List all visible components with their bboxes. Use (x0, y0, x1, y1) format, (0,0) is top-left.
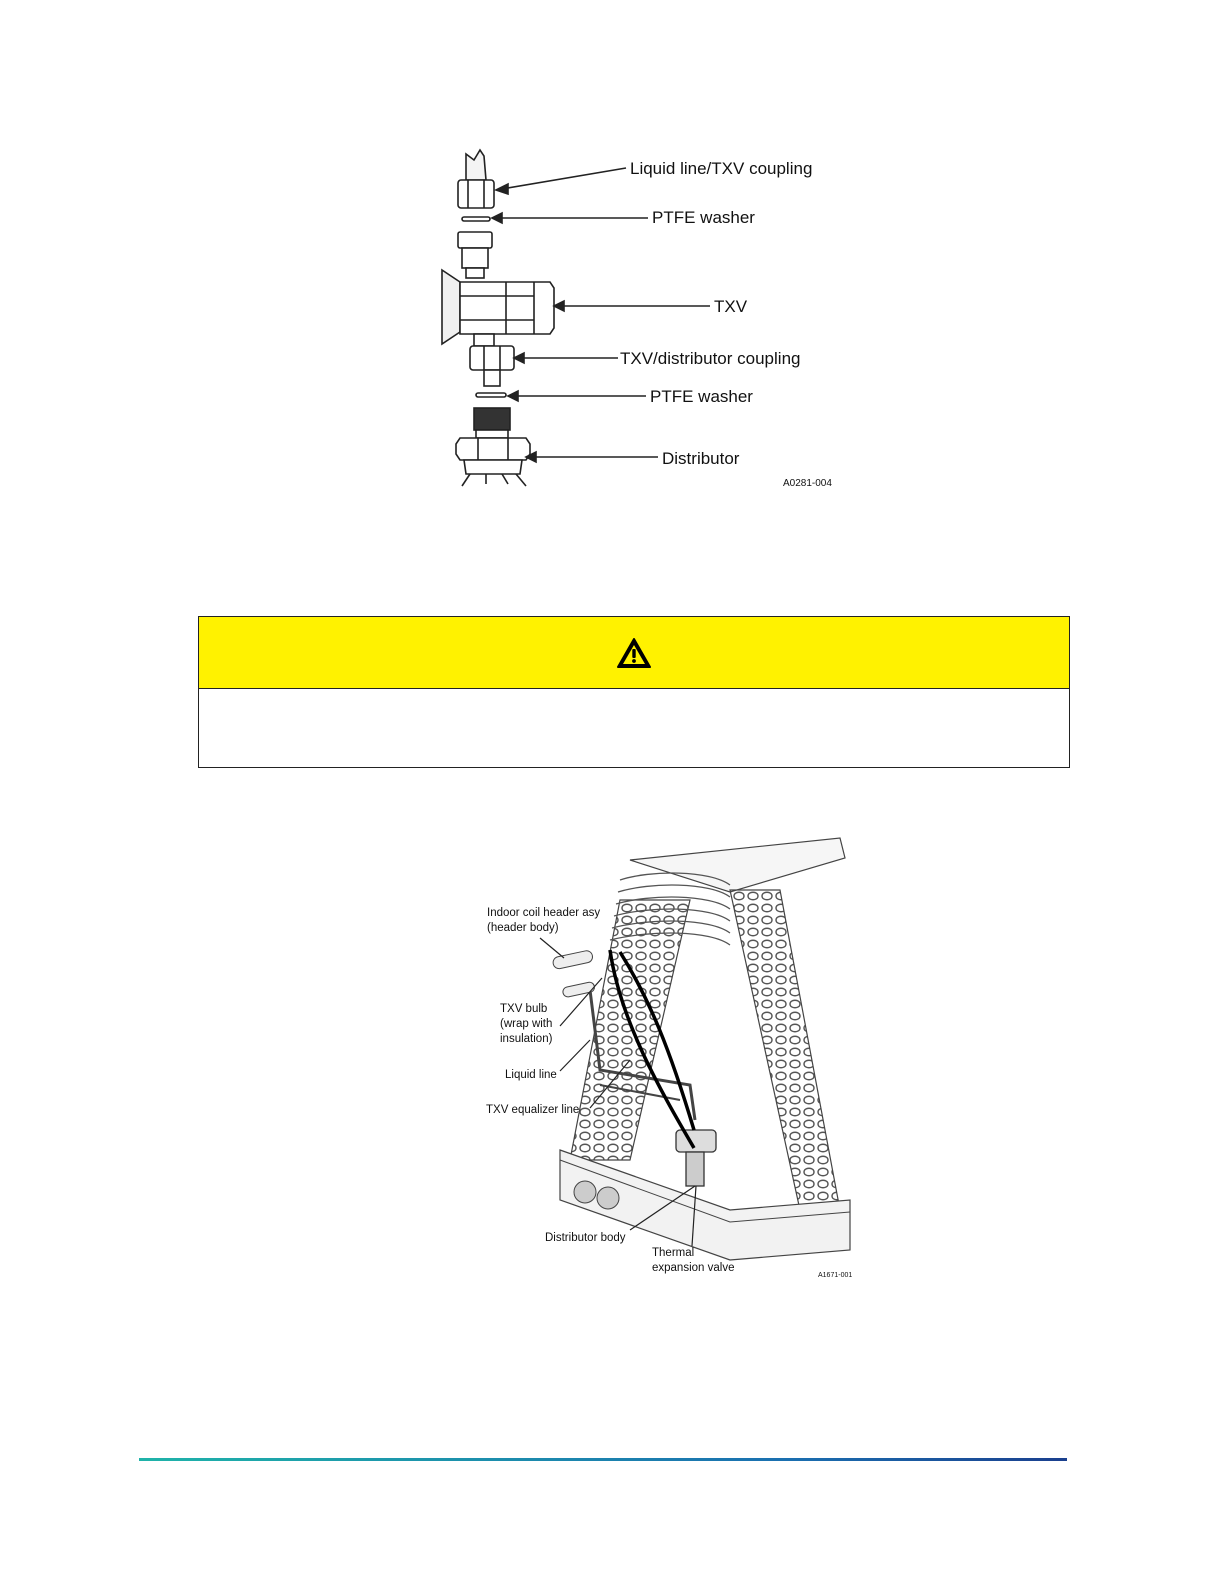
right-coil-slab (730, 890, 840, 1210)
txv-valve-shape (676, 1130, 716, 1152)
label-bulb-line1: TXV bulb (500, 1003, 548, 1015)
ptfe-washer-top (462, 217, 490, 221)
indoor-coil-figure (480, 830, 860, 1280)
distributor-body-shape (686, 1152, 704, 1186)
txv-diaphragm (442, 270, 460, 344)
caution-header (199, 617, 1069, 689)
label-bulb-line2: (wrap with (500, 1018, 553, 1030)
label-distributor: Distributor (662, 449, 740, 468)
label-distributor-body: Distributor body (545, 1232, 626, 1244)
figure2-id: A1671-001 (818, 1272, 853, 1279)
label-equalizer-line: TXV equalizer line (486, 1104, 580, 1116)
label-txv-distributor-coupling: TXV/distributor coupling (620, 349, 801, 368)
label-valve-line2: expansion valve (652, 1262, 735, 1274)
txv-distributor-coupling-nut (470, 346, 514, 370)
footer-rule (139, 1458, 1067, 1461)
txv-assembly-figure (430, 140, 850, 500)
label-liquid-line-coupling: Liquid line/TXV coupling (630, 159, 813, 178)
label-header-line1: Indoor coil header asy (487, 907, 601, 919)
distributor-hex (456, 438, 530, 460)
ptfe-washer-bottom (476, 393, 506, 397)
warning-triangle-icon (616, 637, 652, 669)
liquid-line-tube (466, 150, 486, 180)
distributor-threads (474, 408, 510, 430)
caution-callout (198, 616, 1070, 768)
figure1-id: A0281-004 (783, 478, 832, 489)
txv-body (460, 282, 554, 334)
label-ptfe-washer-bottom: PTFE washer (650, 387, 753, 406)
caution-body (199, 689, 1069, 769)
label-header-line2: (header body) (487, 922, 559, 934)
liquid-line-coupling-nut (458, 180, 494, 208)
label-liquid-line: Liquid line (505, 1069, 557, 1081)
label-bulb-line3: insulation) (500, 1033, 553, 1045)
label-ptfe-washer-top: PTFE washer (652, 208, 755, 227)
left-coil-slab (570, 900, 690, 1160)
label-valve-line1: Thermal (652, 1247, 695, 1259)
label-txv: TXV (714, 297, 748, 316)
indoor-coil-drawing (480, 830, 860, 1280)
txv-assembly-drawing (430, 140, 850, 500)
